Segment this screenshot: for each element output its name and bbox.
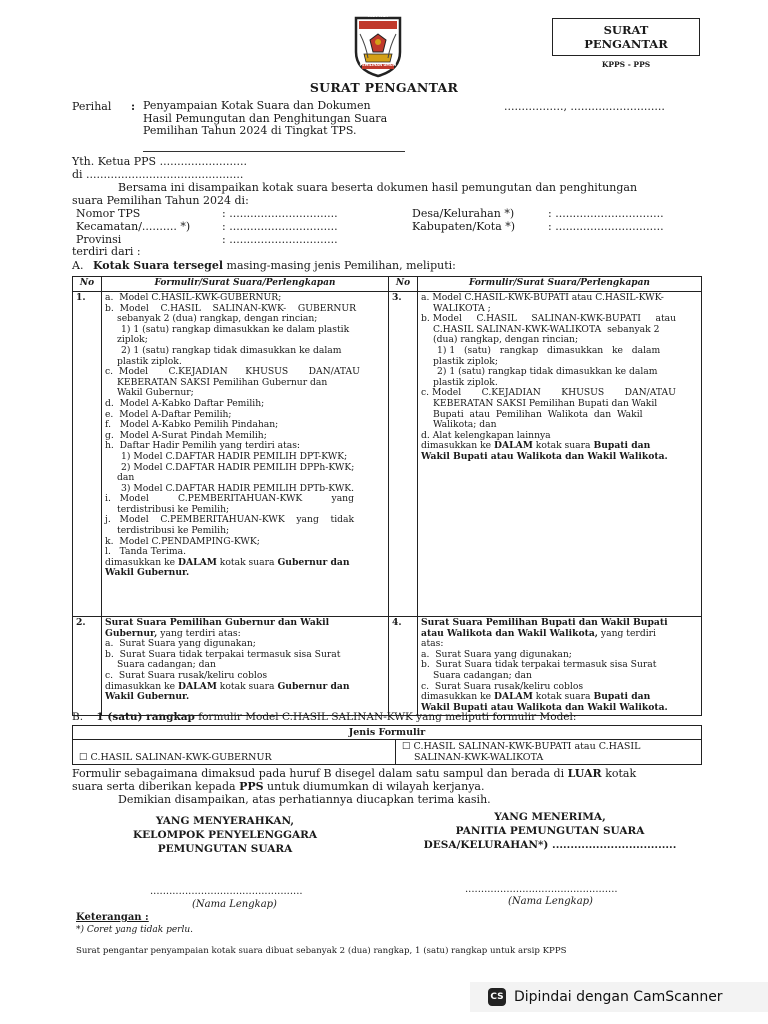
row3-no: 3.	[389, 292, 418, 617]
camscanner-icon: CS	[488, 988, 506, 1006]
row2-no: 2.	[73, 617, 102, 716]
list-item: ziplok;	[117, 334, 148, 346]
page-title: SURAT PENGANTAR	[309, 80, 459, 95]
table-row	[73, 292, 702, 617]
section-a-prefix: A.	[72, 259, 84, 272]
field-kabupaten-value[interactable]: : ...............................	[548, 220, 664, 233]
list-item: terdistribusi ke Pemilih;	[117, 503, 230, 515]
list-item: b. Model C.HASIL SALINAN-KWK-BUPATI atau	[421, 313, 677, 325]
list-item: g. Model A-Surat Pindah Memilih;	[105, 429, 267, 441]
list-item: 3) Model C.DAFTAR HADIR PEMILIH DPTb-KWK.	[121, 482, 355, 494]
signature-right-name: (Nama Lengkap)	[508, 896, 593, 907]
list-item: l. Tanda Terima.	[105, 546, 186, 558]
date-field[interactable]: ................., ...........................	[504, 100, 665, 113]
row3-footer: dimasukkan ke DALAM kotak suara Bupati dan	[421, 440, 651, 452]
header-form-left: Formulir/Surat Suara/Perlengkapan	[102, 277, 389, 292]
list-item: b. Surat Suara tidak terpakai termasuk sisa Surat	[421, 659, 657, 671]
signature-right-block	[400, 810, 700, 852]
list-item: plastik ziplok;	[433, 355, 498, 367]
row2-content	[102, 617, 389, 716]
closing-line3: Demikian disampaikan, atas perhatiannya diucapkan terima kasih.	[118, 793, 491, 806]
perihal-text	[143, 100, 387, 138]
badge-sub: KPPS - PPS	[601, 60, 651, 69]
header-no-left: No	[73, 277, 102, 292]
section-b-heading	[72, 711, 576, 724]
option-bupati-walikota[interactable]	[396, 740, 702, 765]
list-item: i. Model C.PEMBERITAHUAN-KWK yang	[105, 493, 354, 505]
logo-bottom-text: PEMILIHAN UMUM	[359, 63, 397, 67]
table-row	[73, 617, 702, 716]
list-item: KEBERATAN SAKSI Pemilihan Gubernur dan	[117, 376, 328, 388]
list-item: a. Surat Suara yang digunakan;	[105, 638, 256, 650]
logo-top-text: KOMISI	[367, 13, 389, 19]
option-bupati-line1: ☐ C.HASIL SALINAN-KWK-BUPATI atau C.HASIL	[402, 741, 641, 752]
badge-line1: SURAT	[603, 23, 649, 37]
list-item: Suara cadangan; dan	[433, 669, 532, 681]
kotak-suara-table	[72, 276, 702, 716]
list-item: C.HASIL SALINAN-KWK-WALIKOTA sebanyak 2	[433, 323, 660, 335]
signature-left-name: (Nama Lengkap)	[192, 899, 277, 910]
row4-footer: dimasukkan ke DALAM kotak suara Bupati dan	[421, 691, 651, 703]
list-item: j. Model C.PEMBERITAHUAN-KWK yang tidak	[105, 514, 355, 526]
field-nomor-tps-label: Nomor TPS	[76, 207, 141, 220]
list-item: plastik ziplok.	[117, 355, 182, 367]
row4-footer-2: Wakil Bupati atau Walikota dan Wakil Walikota.	[421, 701, 668, 713]
list-item: a. Model C.HASIL-KWK-BUPATI atau C.HASIL-KWK-	[421, 292, 664, 303]
field-desa-label: Desa/Kelurahan *)	[412, 207, 515, 220]
row1-list	[105, 293, 385, 558]
option-gubernur[interactable]: ☐ C.HASIL SALINAN-KWK-GUBERNUR	[73, 740, 396, 765]
keterangan-label: Keterangan :	[76, 912, 149, 923]
list-item: e. Model A-Daftar Pemilih;	[105, 408, 232, 420]
row3-list	[421, 293, 698, 441]
badge-line2: PENGANTAR	[584, 37, 668, 51]
row3-footer-2: Wakil Bupati atau Walikota dan Wakil Walikota.	[421, 450, 668, 462]
row4-no: 4.	[389, 617, 418, 716]
list-item: Walikota; dan	[433, 419, 497, 431]
list-item: c. Model C.KEJADIAN KHUSUS DAN/ATAU	[105, 366, 360, 378]
signature-right-line1: YANG MENERIMA,	[494, 811, 606, 823]
row2-list	[105, 639, 385, 681]
footer-note: Surat pengantar penyampaian kotak suara dibuat sebanyak 2 (dua) rangkap, 1 (satu) rangkap untuk arsip KPPS	[76, 946, 567, 956]
header-form-right: Formulir/Surat Suara/Perlengkapan	[418, 277, 702, 292]
field-provinsi-label: Provinsi	[76, 233, 122, 246]
terdiri-dari: terdiri dari :	[72, 245, 141, 258]
table-header-row	[73, 277, 702, 292]
field-kabupaten-label: Kabupaten/Kota *)	[412, 220, 516, 233]
list-item: Bupati atau Pemilihan Walikota dan Wakil	[433, 408, 643, 420]
list-item: b. Model C.HASIL SALINAN-KWK- GUBERNUR	[105, 302, 357, 314]
signature-right-dots[interactable]: ................................................	[465, 884, 618, 895]
header-no-right: No	[389, 277, 418, 292]
jenis-formulir-header: Jenis Formulir	[73, 726, 702, 740]
keterangan-note: *) Coret yang tidak perlu.	[76, 925, 194, 935]
list-item: c. Model C.KEJADIAN KHUSUS DAN/ATAU	[421, 387, 676, 399]
row4-title-2: atau Walikota dan Wakil Walikota, yang terdiri	[421, 627, 656, 639]
closing-line2: suara serta diberikan kepada PPS untuk diumumkan di wilayah kerjanya.	[72, 780, 485, 793]
option-bupati-line2: SALINAN-KWK-WALIKOTA	[414, 752, 544, 763]
list-item: 2) 1 (satu) rangkap tidak dimasukkan ke dalam	[121, 344, 342, 356]
closing-line1: Formulir sebagaimana dimaksud pada huruf B disegel dalam satu sampul dan berada di LUAR kotak	[72, 767, 637, 780]
addressee-line[interactable]: Yth. Ketua PPS .........................	[72, 155, 248, 168]
signature-left-block	[120, 814, 330, 856]
intro-line1: Bersama ini disampaikan kotak suara beserta dokumen hasil pemungutan dan penghitungan	[118, 181, 638, 194]
signature-left-dots[interactable]: ................................................	[150, 886, 303, 897]
row1-footer-2: Wakil Gubernur.	[105, 567, 190, 579]
signature-left-line3: PEMUNGUTAN SUARA	[157, 843, 293, 855]
list-item: f. Model A-Kabko Pemilih Pindahan;	[105, 419, 279, 431]
list-item: WALIKOTA ;	[433, 302, 491, 314]
list-item: 1) 1 (satu) rangkap dimasukkan ke dalam	[437, 344, 661, 356]
row4-list	[421, 650, 698, 692]
row1-no: 1.	[73, 292, 102, 617]
list-item: Wakil Gubernur;	[117, 387, 194, 399]
list-item: k. Model C.PENDAMPING-KWK;	[105, 535, 260, 547]
list-item: KEBERATAN SAKSI Pemilihan Bupati dan Wakil	[433, 397, 658, 409]
list-item: dan	[117, 472, 135, 484]
kpu-logo	[350, 12, 406, 78]
field-nomor-tps-value[interactable]: : ...............................	[222, 207, 338, 220]
list-item: b. Surat Suara tidak terpakai termasuk sisa Surat	[105, 648, 341, 660]
addressee-location[interactable]: di .............................................	[72, 168, 244, 181]
perihal-underline	[143, 151, 405, 152]
list-item: 1) Model C.DAFTAR HADIR PEMILIH DPT-KWK;	[121, 450, 348, 462]
list-item: 2) 1 (satu) rangkap tidak dimasukkan ke dalam	[437, 366, 658, 378]
row2-footer: dimasukkan ke DALAM kotak suara Gubernur dan	[105, 680, 350, 692]
list-item: h. Daftar Hadir Pemilih yang terdiri atas:	[105, 440, 301, 452]
section-a-rest: masing-masing jenis Pemilihan, meliputi:	[226, 259, 456, 272]
list-item: a. Model C.HASIL-KWK-GUBERNUR;	[105, 292, 282, 303]
row2-footer-2: Wakil Gubernur.	[105, 691, 190, 703]
signature-left-line1: YANG MENYERAHKAN,	[155, 815, 295, 827]
badge-surat-pengantar	[552, 18, 700, 56]
list-item: 2) Model C.DAFTAR HADIR PEMILIH DPPh-KWK;	[121, 461, 355, 473]
signature-right-line2: PANITIA PEMUNGUTAN SUARA	[455, 825, 645, 837]
perihal-colon: :	[131, 100, 136, 113]
list-item: c. Surat Suara rusak/keliru coblos	[105, 669, 268, 681]
list-item: d. Model A-Kabko Daftar Pemilih;	[105, 397, 265, 409]
jenis-formulir-table	[72, 725, 702, 765]
list-item: a. Surat Suara yang digunakan;	[421, 648, 572, 660]
field-kecamatan-label: Kecamatan/.......... *)	[76, 220, 191, 233]
section-a-heading	[72, 259, 456, 272]
section-a-bold: Kotak Suara tersegel	[92, 259, 224, 272]
row4-content	[418, 617, 702, 716]
list-item: Suara cadangan; dan	[117, 659, 216, 671]
list-item: terdistribusi ke Pemilih;	[117, 525, 230, 537]
list-item: sebanyak 2 (dua) rangkap, dengan rincian;	[117, 313, 318, 325]
list-item: (dua) rangkap, dengan rincian;	[433, 334, 579, 346]
row2-title-2: Gubernur, yang terdiri atas:	[105, 627, 241, 639]
list-item: 1) 1 (satu) rangkap dimasukkan ke dalam plastik	[121, 323, 350, 335]
signature-left-line2: KELOMPOK PENYELENGGARA	[132, 829, 318, 841]
row1-footer: dimasukkan ke DALAM kotak suara Gubernur dan	[105, 556, 350, 568]
field-desa-value[interactable]: : ...............................	[548, 207, 664, 220]
perihal-label: Perihal	[72, 100, 112, 113]
camscanner-watermark	[470, 982, 768, 1012]
field-provinsi-value[interactable]: : ...............................	[222, 233, 338, 246]
list-item: c. Surat Suara rusak/keliru coblos	[421, 680, 584, 692]
row3-content	[418, 292, 702, 617]
row4-title-3: atas:	[421, 638, 444, 650]
perihal-line2: Hasil Pemungutan dan Penghitungan Suara	[143, 111, 388, 125]
field-kecamatan-value[interactable]: : ...............................	[222, 220, 338, 233]
section-b-bold: 1 (satu) rangkap	[96, 711, 195, 723]
perihal-line1: Penyampaian Kotak Suara dan Dokumen	[143, 99, 371, 112]
row2-title: Surat Suara Pemilihan Gubernur dan Wakil	[105, 617, 330, 628]
kpu-emblem-icon	[350, 12, 406, 78]
perihal-line3: Pemilihan Tahun 2024 di Tingkat TPS.	[143, 124, 357, 137]
row4-title: Surat Suara Pemilihan Bupati dan Wakil Bupati	[421, 617, 668, 628]
list-item: d. Alat kelengkapan lainnya	[421, 429, 551, 441]
list-item: plastik ziplok.	[433, 376, 498, 388]
section-b-rest: formulir Model C.HASIL SALINAN-KWK yang meliputi formulir Model:	[194, 711, 577, 723]
row1-content	[102, 292, 389, 617]
section-b-prefix: B.	[72, 711, 84, 723]
intro-line2: suara Pemilihan Tahun 2024 di:	[72, 194, 249, 207]
signature-right-line3[interactable]: DESA/KELURAHAN*) ..................................	[423, 839, 677, 851]
camscanner-label: Dipindai dengan CamScanner	[514, 989, 723, 1005]
